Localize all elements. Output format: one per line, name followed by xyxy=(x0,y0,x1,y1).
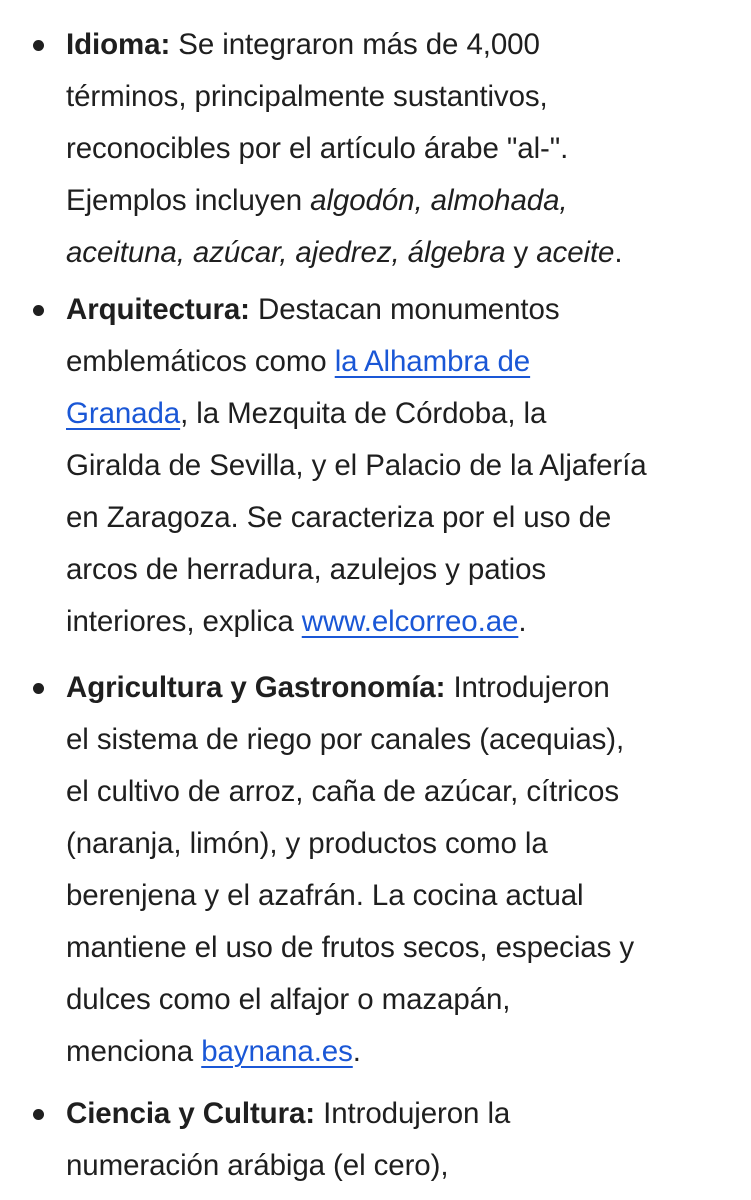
bullet-icon xyxy=(33,40,44,51)
examples-italic-1: algodón, almohada, xyxy=(310,184,568,217)
paragraph-agricultura: Agricultura y Gastronomía: Introdujeron el sistema de riego por canales (acequias), el cultivo de arroz, caña de azúcar, cítricos (naranja, limón), y productos como la berenjena y el azafrán. La cocina actual mantiene el uso de frutos secos, especias y dulces como el alfajor o mazapán, menciona baynana.es. xyxy=(66,671,634,1068)
bullet-icon xyxy=(33,683,44,694)
paragraph-ciencia: Ciencia y Cultura: Introdujeron la numeración arábiga (el cero), xyxy=(66,1097,511,1182)
bullet-icon xyxy=(33,1109,44,1120)
examples-italic-2: aceituna, azúcar, ajedrez, álgebra xyxy=(66,236,506,269)
link-baynana[interactable]: baynana.es xyxy=(201,1035,353,1068)
bullet-icon xyxy=(33,305,44,316)
link-alhambra[interactable]: la Alhambra de xyxy=(334,345,531,378)
paragraph-idioma: Idioma: Se integraron más de 4,000 términos, principalmente sustantivos, reconocibles por el artículo árabe "al-". Ejemplos incluyen algodón, almohada, aceituna, azúcar, ajedrez, álgebra y aceite. xyxy=(66,28,623,269)
link-elcorreo[interactable]: www.elcorreo.ae xyxy=(301,605,519,638)
link-alhambra-cont[interactable]: Granada xyxy=(66,397,181,430)
label-agricultura: Agricultura y Gastronomía: xyxy=(66,671,446,704)
paragraph-arquitectura: Arquitectura: Destacan monumentos emblemáticos como la Alhambra de Granada, la Mezquita de Córdoba, la Giralda de Sevilla, y el Palacio de la Aljafería en Zaragoza. Se caracteriza por el uso de arcos de herradura, azulejos y patios interiores, explica www.elcorreo.ae. xyxy=(66,293,647,638)
label-arquitectura: Arquitectura: xyxy=(66,293,250,326)
label-ciencia: Ciencia y Cultura: xyxy=(66,1097,316,1130)
label-idioma: Idioma: xyxy=(66,28,171,61)
examples-italic-3: aceite xyxy=(536,236,615,269)
